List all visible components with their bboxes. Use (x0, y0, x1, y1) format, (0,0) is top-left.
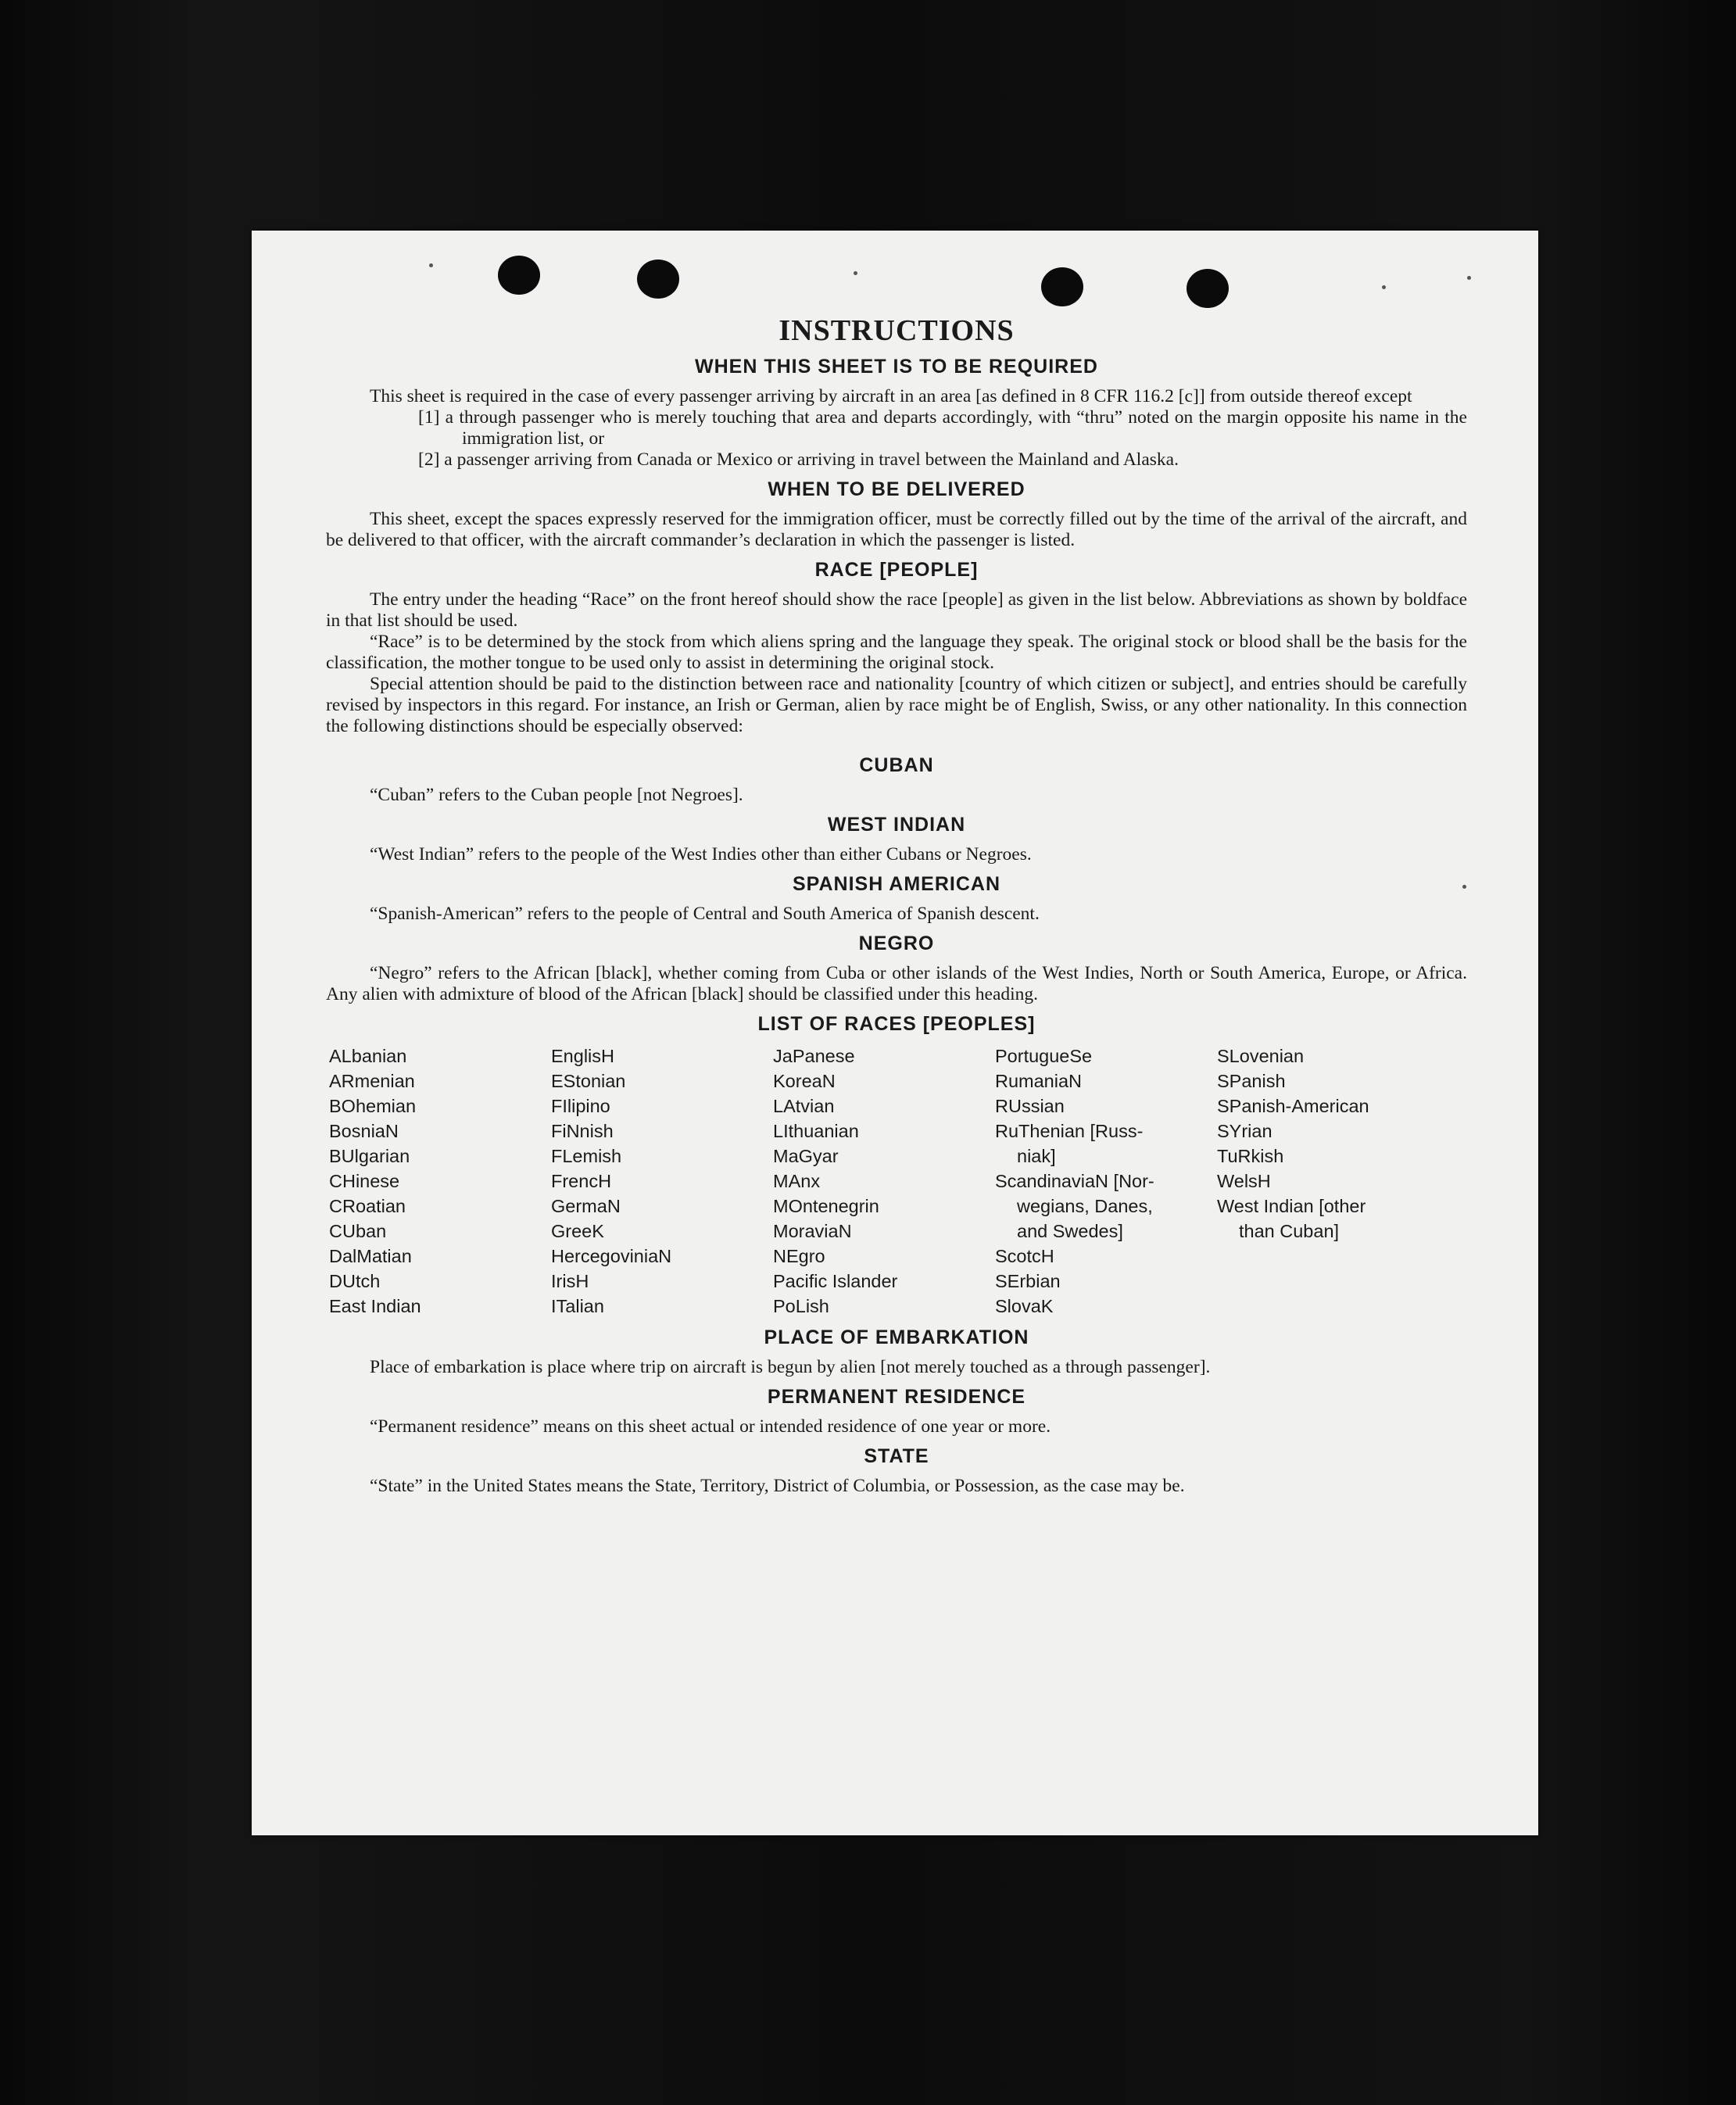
heading-required: WHEN THIS SHEET IS TO BE REQUIRED (695, 356, 1098, 378)
race-entry: BosniaN (329, 1121, 399, 1141)
race-entry: RuThenian [Russ- (995, 1121, 1144, 1141)
race-paragraph-2: “Race” is to be determined by the stock from which aliens spring and the language they speak. The original stock or blood shall be the basis for the classification, the mother tongue to be used only to assist in determining the original stock. (326, 632, 1467, 673)
negro-text: “Negro” refers to the African [black], whether coming from Cuba or other islands of the West Indies, North or South America, Europe, or Africa. Any alien with admixture of blood of the African [black] should be classified under this heading. (326, 963, 1467, 1004)
west-indian-text: “West Indian” refers to the people of the West Indies other than either Cubans or Negroes. (370, 844, 1032, 865)
document-sheet (252, 231, 1538, 1835)
race-entry: LIthuanian (773, 1121, 859, 1141)
race-entry: SlovaK (995, 1296, 1054, 1316)
race-entry-continued: than Cuban] (1239, 1221, 1340, 1241)
race-entry: East Indian (329, 1296, 421, 1316)
race-entry: LAtvian (773, 1096, 835, 1116)
speck (854, 271, 857, 275)
race-entry: SPanish-American (1217, 1096, 1369, 1116)
race-entry: RUssian (995, 1096, 1065, 1116)
race-entry: EnglisH (551, 1046, 614, 1066)
race-entry: JaPanese (773, 1046, 855, 1066)
race-entry: CUban (329, 1221, 387, 1241)
heading-residence: PERMANENT RESIDENCE (767, 1386, 1026, 1408)
race-entry: CHinese (329, 1171, 400, 1191)
race-entry: SErbian (995, 1271, 1061, 1291)
race-entry-continued: niak] (1017, 1146, 1056, 1166)
heading-cuban: CUBAN (859, 754, 934, 776)
race-entry: DalMatian (329, 1246, 412, 1266)
delivered-text: This sheet, except the spaces expressly reserved for the immigration officer, must be correctly filled out by the time of the arrival of the aircraft, and be delivered to that officer, with the aircraft commander’s declaration in which the passenger is listed. (326, 509, 1467, 550)
race-entry: ALbanian (329, 1046, 407, 1066)
spanish-american-text: “Spanish-American” refers to the people of Central and South America of Spanish descent. (370, 904, 1040, 924)
punch-hole (1041, 267, 1083, 306)
race-entry: WelsH (1217, 1171, 1271, 1191)
race-entry: BUlgarian (329, 1146, 410, 1166)
race-entry: DUtch (329, 1271, 381, 1291)
race-entry: FrencH (551, 1171, 612, 1191)
race-entry: EStonian (551, 1071, 626, 1091)
race-entry: FLemish (551, 1146, 622, 1166)
race-entry: NEgro (773, 1246, 825, 1266)
heading-state: STATE (864, 1445, 929, 1467)
race-paragraph-1: The entry under the heading “Race” on the front hereof should show the race [people] as given in the list below. Abbreviations as shown by boldface in that list should be used. (326, 589, 1467, 631)
instructions-content (326, 313, 1467, 1497)
race-entry: BOhemian (329, 1096, 417, 1116)
races-column-3 (773, 1044, 995, 1319)
race-entry: KoreaN (773, 1071, 836, 1091)
required-intro: This sheet is required in the case of every passenger arriving by aircraft in an area [as defined in 8 CFR 116.2 [c]] from outside thereof except (370, 386, 1412, 406)
heading-list-of-races: LIST OF RACES [PEOPLES] (757, 1013, 1036, 1035)
heading-delivered: WHEN TO BE DELIVERED (768, 478, 1025, 500)
race-entry: FiNnish (551, 1121, 614, 1141)
race-entry-continued: and Swedes] (1017, 1221, 1123, 1241)
punch-hole (498, 256, 540, 295)
race-entry: ScotcH (995, 1246, 1054, 1266)
race-entry: GreeK (551, 1221, 604, 1241)
heading-spanish-american: SPANISH AMERICAN (792, 873, 1000, 895)
race-paragraph-3: Special attention should be paid to the distinction between race and nationality [country of which citizen or subject], and entries should be carefully revised by inspectors in this regard. For instance, an Irish or German, alien by race might be of English, Swiss, or any other nationality. In this connection the following distinctions should be especially observed: (326, 674, 1467, 736)
race-entry: MoraviaN (773, 1221, 852, 1241)
race-entry: MaGyar (773, 1146, 839, 1166)
heading-embarkation: PLACE OF EMBARKATION (764, 1326, 1029, 1348)
race-entry: ScandinaviaN [Nor- (995, 1171, 1154, 1191)
race-entry: SLovenian (1217, 1046, 1305, 1066)
speck (429, 263, 433, 267)
embarkation-text: Place of embarkation is place where trip on aircraft is begun by alien [not merely touched as a through passenger]. (370, 1357, 1211, 1377)
race-entry-continued: wegians, Danes, (1017, 1196, 1153, 1216)
race-entry: Pacific Islander (773, 1271, 898, 1291)
punch-hole (1187, 269, 1229, 308)
race-entry: SYrian (1217, 1121, 1272, 1141)
speck (1467, 276, 1471, 280)
races-column-2 (551, 1044, 773, 1319)
race-entry: SPanish (1217, 1071, 1286, 1091)
state-text: “State” in the United States means the State, Territory, District of Columbia, or Possession, as the case may be. (370, 1476, 1185, 1496)
race-entry: MAnx (773, 1171, 821, 1191)
heading-negro: NEGRO (858, 933, 935, 954)
speck (1382, 285, 1386, 289)
race-entry: GermaN (551, 1196, 621, 1216)
race-entry: TuRkish (1217, 1146, 1284, 1166)
race-entry: MOntenegrin (773, 1196, 879, 1216)
race-entry: ARmenian (329, 1071, 415, 1091)
race-entry: RumaniaN (995, 1071, 1083, 1091)
race-entry: PortugueSe (995, 1046, 1093, 1066)
race-entry: ITalian (551, 1296, 604, 1316)
punch-hole (637, 260, 679, 299)
race-entry: CRoatian (329, 1196, 406, 1216)
required-item-2: [2] a passenger arriving from Canada or Mexico or arriving in travel between the Mainland and Alaska. (418, 449, 1179, 470)
races-list (329, 1044, 1439, 1319)
heading-west-indian: WEST INDIAN (827, 814, 966, 836)
cuban-text: “Cuban” refers to the Cuban people [not Negroes]. (370, 785, 743, 805)
race-entry: West Indian [other (1217, 1196, 1366, 1216)
race-entry: IrisH (551, 1271, 589, 1291)
races-column-5 (1217, 1044, 1439, 1319)
heading-race: RACE [PEOPLE] (814, 559, 979, 581)
required-item-1: [1] a through passenger who is merely touching that area and departs accordingly, with “thru” noted on the margin opposite his name in the immigration list, or (418, 407, 1467, 449)
residence-text: “Permanent residence” means on this sheet actual or intended residence of one year or more. (370, 1416, 1051, 1437)
race-entry: HercegoviniaN (551, 1246, 672, 1266)
page-title: INSTRUCTIONS (779, 314, 1015, 347)
race-entry: FIlipino (551, 1096, 610, 1116)
races-column-4 (995, 1044, 1217, 1319)
race-entry: PoLish (773, 1296, 829, 1316)
races-column-1 (329, 1044, 551, 1319)
